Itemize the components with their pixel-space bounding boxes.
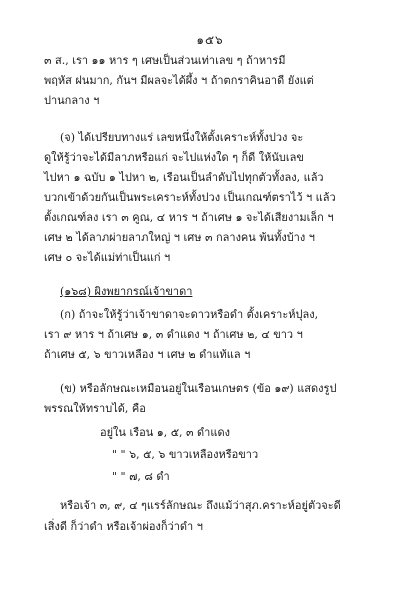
- text-line: เศษ ๐ จะได้แม่ท่าเป็นแก่ ฯ: [44, 251, 171, 264]
- text-line: บวกเข้าด้วยกันเป็นพระเคราะห์ทั้งปวง เป็นเกณฑ์ตราไว้ ฯ แล้ว: [44, 191, 336, 204]
- text-line: ปานกลาง ฯ: [44, 94, 100, 107]
- text-line: พรรณให้ทราบได้, คือ: [44, 402, 146, 415]
- text-line: พฤหัส ฝนมาก, กันฯ มีผลจะได้ผึ้ง ฯ ถ้าตกราคินอาดี ยังแต่: [44, 74, 314, 87]
- text-line: ตั้งเกณฑ์ลง เรา ๓ คูณ, ๔ หาร ฯ ถ้าเศษ ๑ จะได้เสียงามเล็ก ฯ: [44, 211, 334, 224]
- section-heading-complexion: (๑๖๘) ผิงพยากรณ์เจ้าขาดา: [60, 285, 193, 298]
- text-line: ถ้าเศษ ๕, ๖ ขาวเหลือง ฯ เศษ ๒ ดำแท้แล ฯ: [44, 348, 251, 361]
- text-line: ดูให้รู้ว่าจะได้มีลาภหรือแก่ จะไปแห่งใด ๆ ก็ดี ให้นับเลข: [44, 151, 304, 164]
- section-heading-gain: (จ) ได้เปรียบทางแร่ เลขหนึ่งให้ตั้งเคราะห์ทั้งปวง จะ: [60, 131, 304, 144]
- text-line: ๓ ส., เรา ๑๑ หาร ๆ เศษเป็นส่วนเท่าเลข ๆ ถ้าหารมี: [44, 54, 286, 67]
- text-line: เศษ ๒ ได้ลาภผ่ายลาภใหญ่ ฯ เศษ ๓ กลางคน พ้นทั้งบ้าง ฯ: [44, 231, 315, 244]
- text-line: (ก) ถ้าจะให้รู้ว่าเจ้าขาดาจะดาวหรือดำ ตั้งเคราะห์ปุลง,: [60, 308, 319, 321]
- table-row: อยู่ใน เรือน ๑, ๕, ๓ ดำแดง: [100, 426, 230, 439]
- table-row: " " ๖, ๕, ๖ ขาวเหลืองหรือขาว: [112, 448, 259, 461]
- page-number: ๑๕๖: [196, 33, 224, 47]
- text-line: (ข) หรือลักษณะเหมือนอยู่ในเรือนเกษตร (ข้อ ๑๙) แสดงรูป: [60, 382, 337, 395]
- text-line: เสิ่งดี ก็ว่าดำ หรือเจ้าผ่องก็ว่าดำ ฯ: [44, 520, 203, 533]
- text-line: ไปหา ๑ ฉบับ ๑ ไปหา ๒, เรือนเป็นลำดับไปทุกตัวทั้งลง, แล้ว: [44, 171, 324, 184]
- table-row: " " ๗, ๘ ดำ: [112, 470, 170, 483]
- text-line: หรือเจ้า ๓, ๙, ๔ ๆแรร์ลักษณะ ถึงแม้ว่าสุภ.คราะห์อยู่ตัวจะดี: [60, 499, 341, 512]
- text-line: เรา ๙ หาร ฯ ถ้าเศษ ๑, ๓ ดำแดง ฯ ถ้าเศษ ๒, ๔ ขาว ฯ: [44, 328, 303, 341]
